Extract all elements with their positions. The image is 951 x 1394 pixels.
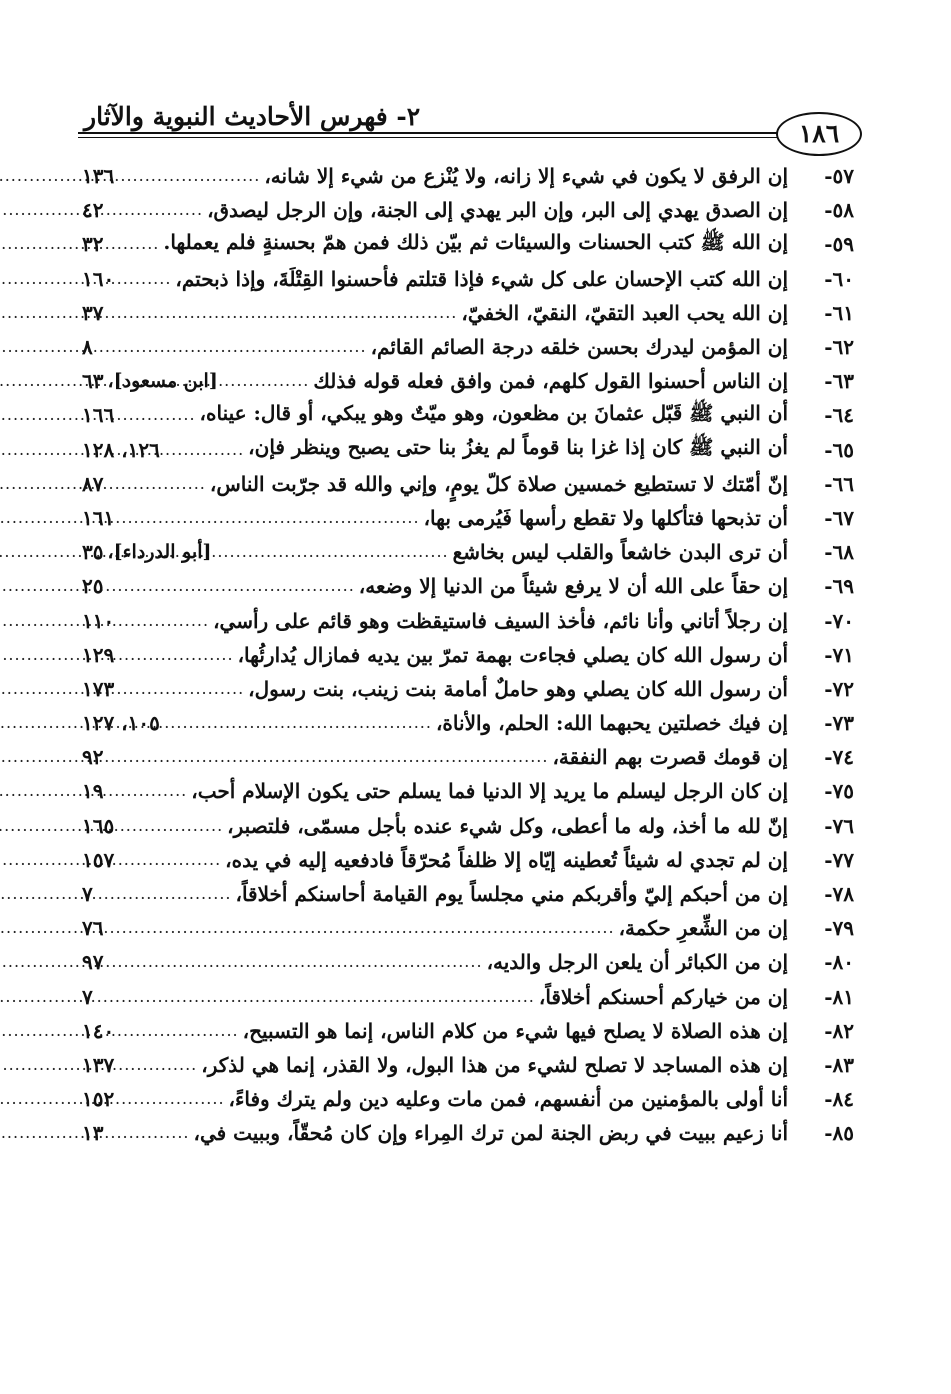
dot-leader <box>107 1123 189 1143</box>
entry-page-ref: ٨ <box>82 335 93 360</box>
entry-text: أن النبي ﷺ قَبّل عثمانَ بن مظعون، وهو ميّتٌ وهو يبكي، أو قال: عيناه، <box>199 400 788 425</box>
index-entry <box>82 227 854 261</box>
dot-leader <box>118 611 209 631</box>
index-entry <box>82 706 854 740</box>
index-entry <box>82 159 854 193</box>
entry-text: أن رسول الله كان يصلي فجاءت بهمة تمرّ بين يديه فمازال يُدارئُها، <box>237 642 788 667</box>
entry-page-ref: ١٤٠ <box>82 1018 115 1043</box>
entry-text: إن هذه الصلاة لا يصلح فيها شيء من كلام الناس، إنما هو التسبيح، <box>242 1018 788 1043</box>
entry-number: ٨٢- <box>824 1018 854 1043</box>
entry-number: ٨٠- <box>824 950 854 975</box>
entry-text: إن هذه المساجد لا تصلح لشيء من هذا البول، ولا القذر، إنما هي لذكر، <box>201 1052 788 1077</box>
index-entry <box>82 193 854 227</box>
dot-leader <box>215 542 448 562</box>
entry-number: ٧٤- <box>824 745 854 770</box>
entry-number: ٨٥- <box>824 1121 854 1146</box>
entry-page-ref: ١٣٧ <box>82 1052 115 1077</box>
index-entry <box>82 1082 854 1116</box>
entry-page-ref: ٧ <box>82 984 93 1009</box>
dot-leader <box>118 645 233 665</box>
entry-page-ref: ١٩ <box>82 779 104 804</box>
entry-text: إن الله ﷺ كتب الحسنات والسيئات ثم بيّن ذلك فمن همّ بحسنةٍ فلم يعملها. <box>163 229 788 254</box>
header-rule <box>78 132 778 134</box>
entry-number: ٦٣- <box>824 369 854 394</box>
entry-text: إن من الكبائر أن يلعن الرجل والديه، <box>486 950 788 975</box>
entry-text: إن الله يحب العبد التقيّ، النقيّ، الخفيّ، <box>461 300 788 325</box>
entry-number: ٧٦- <box>824 813 854 838</box>
dot-leader <box>164 713 432 733</box>
dot-leader <box>118 816 223 836</box>
dot-leader <box>107 234 159 254</box>
entry-page-ref: ٣٥ <box>82 540 104 565</box>
dot-leader <box>118 1021 238 1041</box>
entry-number: ٧٣- <box>824 711 854 736</box>
entry-page-ref: ١٠٥، ١٢٧ <box>82 711 160 736</box>
dot-leader <box>118 1089 224 1109</box>
entry-text: إنّ لله ما أخذ، وله ما أعطى، وكل شيء عنده بأجل مسمّى، فلتصبر، <box>227 813 788 838</box>
index-entry <box>82 672 854 706</box>
entry-text: إن الناس أحسنوا القول كلهم، فمن وافق فعله قوله فذلك <box>313 369 788 394</box>
entry-number: ٧٠- <box>824 608 854 633</box>
index-entry <box>82 945 854 979</box>
entry-page-ref: ١٥٧ <box>82 847 115 872</box>
index-entry <box>82 911 854 945</box>
index-entry <box>82 433 854 467</box>
dot-leader <box>107 200 203 220</box>
header-rule-thin <box>78 137 778 138</box>
entry-page-ref: ١٣٦ <box>82 164 115 189</box>
hadith-index-list <box>82 159 854 1150</box>
dot-leader <box>107 952 482 972</box>
dot-leader <box>118 850 221 870</box>
entry-text: إن المؤمن ليدرك بحسن خلقه درجة الصائم القائم، <box>370 335 788 360</box>
dot-leader <box>118 679 244 699</box>
index-entry <box>82 1116 854 1150</box>
dot-leader <box>107 303 457 323</box>
dot-leader <box>97 987 535 1007</box>
entry-page-ref: ٢٥ <box>82 574 104 599</box>
entry-number: ٧٢- <box>824 676 854 701</box>
entry-page-ref: ٩٧ <box>82 950 104 975</box>
index-entry <box>82 569 854 603</box>
entry-page-ref: ١٦٥ <box>82 813 115 838</box>
dot-leader <box>107 918 614 938</box>
entry-page-ref: ٤٢ <box>82 198 104 223</box>
entry-page-ref: ٩٢ <box>82 745 104 770</box>
entry-number: ٧٧- <box>824 847 854 872</box>
entry-text: إن من خياركم أحسنكم أخلاقاً، <box>538 984 788 1009</box>
index-entry <box>82 1014 854 1048</box>
entry-text: أنا أولى بالمؤمنين من أنفسهم، فمن مات وعليه دين ولم يترك وفاءً، <box>228 1087 788 1112</box>
entry-number: ٦٠- <box>824 266 854 291</box>
entry-number: ٦١- <box>824 300 854 325</box>
entry-number: ٦٦- <box>824 471 854 496</box>
index-entry <box>82 501 854 535</box>
entry-text: إن من الشِّعرِ حكمة، <box>618 916 788 941</box>
entry-page-ref: ١٧٣ <box>82 676 115 701</box>
entry-text: إن فيك خصلتين يحبهما الله: الحلم، والأناة، <box>435 711 788 736</box>
index-entry <box>82 1048 854 1082</box>
entry-page-ref: ٣٧ <box>82 300 104 325</box>
entry-number: ٨١- <box>824 984 854 1009</box>
index-entry <box>82 877 854 911</box>
index-entry <box>82 980 854 1014</box>
entry-page-ref: ١٣ <box>82 1121 104 1146</box>
entry-number: ٥٨- <box>824 198 854 223</box>
entry-number: ٦٤- <box>824 403 854 428</box>
index-entry <box>82 467 854 501</box>
entry-text: إن كان الرجل ليسلم ما يريد إلا الدنيا فما يسلم حتى يكون الإسلام أحب، <box>191 779 788 804</box>
entry-text: إن الصدق يهدي إلى البر، وإن البر يهدي إلى الجنة، وإن الرجل ليصدق، <box>207 198 788 223</box>
dot-leader <box>118 166 260 186</box>
entry-text: أن النبي ﷺ كان إذا غزا بنا قوماً لم يغزُ بنا حتى يصبح وينظر فإن، <box>248 435 788 460</box>
dot-leader <box>118 508 419 528</box>
entry-number: ٥٩- <box>824 232 854 257</box>
entry-page-ref: ١٢٦، ١٢٨ <box>82 437 160 462</box>
index-entry <box>82 843 854 877</box>
entry-number: ٨٣- <box>824 1052 854 1077</box>
entry-text: إنّ أمّتك لا تستطيع خمسين صلاة كلّ يومٍ، وإني والله قد جرّبت الناس، <box>209 471 788 496</box>
index-entry <box>82 296 854 330</box>
entry-text: إن الرفق لا يكون في شيء إلا زانه، ولا يُنْزع من شيء إلا شانه، <box>264 164 788 189</box>
entry-number: ٧٩- <box>824 916 854 941</box>
entry-number: ٦٢- <box>824 335 854 360</box>
dot-leader <box>164 440 244 460</box>
entry-page-ref: ١٦٦ <box>82 403 115 428</box>
dot-leader <box>222 371 310 391</box>
dot-leader <box>97 337 367 357</box>
entry-page-ref: ٧٦ <box>82 916 104 941</box>
dot-leader <box>118 269 171 289</box>
index-entry <box>82 774 854 808</box>
entry-text: إن حقاً على الله أن لا يرفع شيئاً من الدنيا إلا وضعه، <box>358 574 788 599</box>
index-entry <box>82 364 854 398</box>
index-entry <box>82 740 854 774</box>
dot-leader <box>118 1055 197 1075</box>
entry-number: ٦٥- <box>824 437 854 462</box>
index-entry <box>82 535 854 569</box>
entry-page-ref: ١٦١ <box>82 505 115 530</box>
entry-number: ٨٤- <box>824 1087 854 1112</box>
entry-number: ٥٧- <box>824 164 854 189</box>
entry-page-ref: ٦٣ <box>82 369 104 394</box>
entry-number: ٧٨- <box>824 882 854 907</box>
entry-text: أن رسول الله كان يصلي وهو حاملٌ أمامة بنت زينب، بنت رسول، <box>248 676 788 701</box>
dot-leader <box>107 576 354 596</box>
index-entry <box>82 809 854 843</box>
index-entry <box>82 603 854 637</box>
entry-page-ref: ١٦٠ <box>82 266 115 291</box>
entry-page-ref: ١٥٢ <box>82 1087 115 1112</box>
entry-source: [ابن مسعود]، <box>107 370 218 393</box>
entry-number: ٦٧- <box>824 505 854 530</box>
entry-text: إن من أحبكم إليّ وأقربكم مني مجلساً يوم القيامة أحاسنكم أخلاقاً، <box>235 882 788 907</box>
entry-page-ref: ٨٧ <box>82 471 104 496</box>
dot-leader <box>118 405 195 425</box>
entry-text: إن الله كتب الإحسان على كل شيء فإذا قتلتم فأحسنوا القِتْلَةَ، وإذا ذبحتم، <box>175 266 788 291</box>
page-header <box>70 98 860 156</box>
dot-leader <box>107 747 548 767</box>
index-entry <box>82 638 854 672</box>
section-title: ٢- فهرس الأحاديث النبوية والآثار <box>84 102 421 131</box>
entry-page-ref: ٣٢ <box>82 232 104 257</box>
entry-text: أن ترى البدن خاشعاً والقلب ليس بخاشع <box>452 540 788 565</box>
entry-number: ٦٩- <box>824 574 854 599</box>
dot-leader <box>97 884 232 904</box>
entry-page-ref: ١١٠ <box>82 608 115 633</box>
dot-leader <box>107 781 187 801</box>
entry-text: أنا زعيم ببيت في ربض الجنة لمن ترك المِراء وإن كان مُحقّاً، وببيت في، <box>193 1121 788 1146</box>
index-entry <box>82 262 854 296</box>
entry-text: أن تذبحها فتأكلها ولا تقطع رأسها فَيُرمى بها، <box>423 505 788 530</box>
entry-number: ٦٨- <box>824 540 854 565</box>
entry-number: ٧١- <box>824 642 854 667</box>
dot-leader <box>107 474 205 494</box>
entry-page-ref: ١٢٩ <box>82 642 115 667</box>
entry-source: [أبو الدرداء]، <box>107 541 212 564</box>
entry-text: إن قومك قصرت بهم النفقة، <box>552 745 788 770</box>
entry-text: إن لم تجدي له شيئاً تُعطينه إيّاه إلا ظلفاً مُحرّقاً فادفعيه إليه في يده، <box>225 847 788 872</box>
entry-page-ref: ٧ <box>82 882 93 907</box>
entry-text: إن رجلاً أتاني وأنا نائم، فأخذ السيف فاستيقظت وهو قائم على رأسي، <box>213 608 788 633</box>
entry-number: ٧٥- <box>824 779 854 804</box>
index-entry <box>82 398 854 432</box>
page-number-badge: ١٨٦ <box>776 112 862 156</box>
index-entry <box>82 330 854 364</box>
